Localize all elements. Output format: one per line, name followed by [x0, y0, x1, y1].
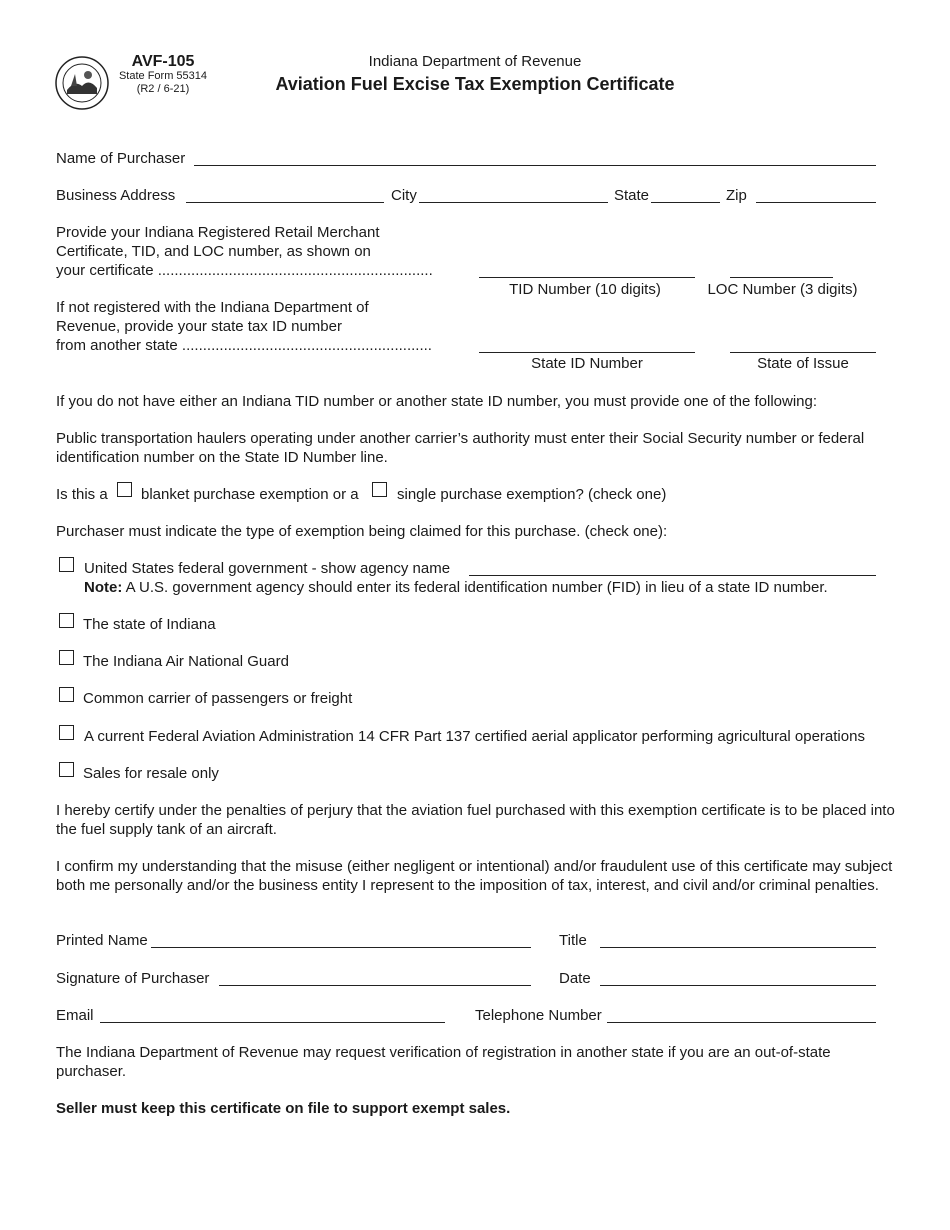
state-id-number-label: State ID Number: [531, 355, 643, 372]
city-label: City: [391, 187, 417, 204]
exemption-type-instruction: Purchaser must indicate the type of exemption being claimed for this purchase. (check one):: [56, 523, 668, 540]
indiana-registration-text-3: your certificate ..................................................................: [56, 262, 433, 279]
printed-name-label: Printed Name: [56, 932, 148, 949]
indiana-registration-text-1: Provide your Indiana Registered Retail Merchant: [56, 224, 380, 241]
state-seal: [55, 56, 109, 110]
misuse-statement: I confirm my understanding that the misuse (either negligent or intentional) and/or fraudulent use of this certificate may subject both me personally and/or the business entity I represent to the imposition of tax, interest, and civil and/or criminal penalties.: [56, 858, 893, 894]
resale-label: Sales for resale only: [83, 765, 219, 782]
email-label: Email: [56, 1007, 94, 1024]
tid-number-input[interactable]: [479, 260, 695, 278]
printed-name-line: [151, 947, 531, 948]
name-of-purchaser-label: Name of Purchaser: [56, 150, 186, 167]
page-title: Aviation Fuel Excise Tax Exemption Certificate: [275, 74, 675, 94]
state-of-issue-label: State of Issue: [757, 355, 849, 372]
state-of-indiana-label: The state of Indiana: [83, 616, 216, 633]
title-line: [600, 947, 876, 948]
blanket-purchase-label: blanket purchase exemption or a: [141, 486, 359, 503]
verification-note: The Indiana Department of Revenue may request verification of registration in another state if you are an out-of-state purchaser.: [56, 1044, 831, 1080]
note-text: A U.S. government agency should enter its federal identification number (FID) in lieu of a state ID number.: [125, 579, 828, 596]
signature-line: [219, 985, 531, 986]
telephone-label: Telephone Number: [475, 1007, 602, 1024]
other-state-text-3: from another state ............................................................: [56, 337, 432, 354]
air-national-guard-checkbox[interactable]: [59, 650, 74, 665]
state-id-number-line: [479, 352, 695, 353]
air-national-guard-label: The Indiana Air National Guard: [83, 653, 289, 670]
date-line: [600, 985, 876, 986]
perjury-statement: I hereby certify under the penalties of perjury that the aviation fuel purchased with this exemption certificate is to be placed into the fuel supply tank of an aircraft.: [56, 802, 895, 838]
state-form-number: State Form 55314: [118, 70, 208, 82]
title-label: Title: [559, 932, 587, 949]
note-label: Note:: [84, 579, 123, 596]
agency-name-input[interactable]: [469, 558, 876, 576]
zip-line: [756, 202, 876, 203]
purchase-type-prefix: Is this a: [56, 486, 108, 503]
state-of-issue-input[interactable]: [730, 335, 876, 353]
zip-label: Zip: [726, 187, 747, 204]
federal-note: [84, 579, 828, 597]
seller-keep-note: Seller must keep this certificate on file to support exempt sales.: [56, 1100, 511, 1117]
common-carrier-checkbox[interactable]: [59, 687, 74, 702]
haulers-instruction: Public transportation haulers operating under another carrier’s authority must enter their Social Security number or federal identification number on the State ID Number line.: [56, 430, 865, 466]
business-address-label: Business Address: [56, 187, 176, 204]
indiana-registration-text-2: Certificate, TID, and LOC number, as shown on: [56, 243, 371, 260]
aerial-applicator-label: A current Federal Aviation Administration 14 CFR Part 137 certified aerial applicator performing agricultural operations: [84, 728, 865, 745]
loc-number-input[interactable]: [730, 260, 833, 278]
name-of-purchaser-line: [194, 165, 876, 166]
state-of-indiana-checkbox[interactable]: [59, 613, 74, 628]
revision: (R2 / 6-21): [136, 83, 190, 95]
tid-number-line: [479, 277, 695, 278]
agency-name-line: [469, 575, 876, 576]
other-state-text-1: If not registered with the Indiana Department of: [56, 299, 369, 316]
loc-number-line: [730, 277, 833, 278]
single-purchase-checkbox[interactable]: [372, 482, 387, 497]
common-carrier-label: Common carrier of passengers or freight: [83, 690, 353, 707]
blanket-purchase-checkbox[interactable]: [117, 482, 132, 497]
form-id: AVF-105: [131, 53, 195, 70]
other-state-text-2: Revenue, provide your state tax ID number: [56, 318, 342, 335]
tid-number-label: TID Number (10 digits): [509, 281, 661, 298]
aerial-applicator-checkbox[interactable]: [59, 725, 74, 740]
telephone-line: [607, 1022, 876, 1023]
date-label: Date: [559, 970, 591, 987]
single-purchase-label: single purchase exemption? (check one): [397, 486, 667, 503]
email-line: [100, 1022, 445, 1023]
business-address-line: [186, 202, 384, 203]
department-name: Indiana Department of Revenue: [368, 53, 582, 70]
state-id-number-input[interactable]: [479, 335, 695, 353]
resale-checkbox[interactable]: [59, 762, 74, 777]
federal-government-checkbox[interactable]: [59, 557, 74, 572]
signature-label: Signature of Purchaser: [56, 970, 210, 987]
federal-government-label: United States federal government - show agency name: [84, 560, 451, 577]
state-line: [651, 202, 720, 203]
name-of-purchaser-input[interactable]: [194, 148, 876, 166]
state-label: State: [614, 187, 650, 204]
city-line: [419, 202, 608, 203]
no-tid-instruction: If you do not have either an Indiana TID number or another state ID number, you must provide one of the following:: [56, 393, 818, 410]
state-of-issue-line: [730, 352, 876, 353]
loc-number-label: LOC Number (3 digits): [707, 281, 858, 298]
